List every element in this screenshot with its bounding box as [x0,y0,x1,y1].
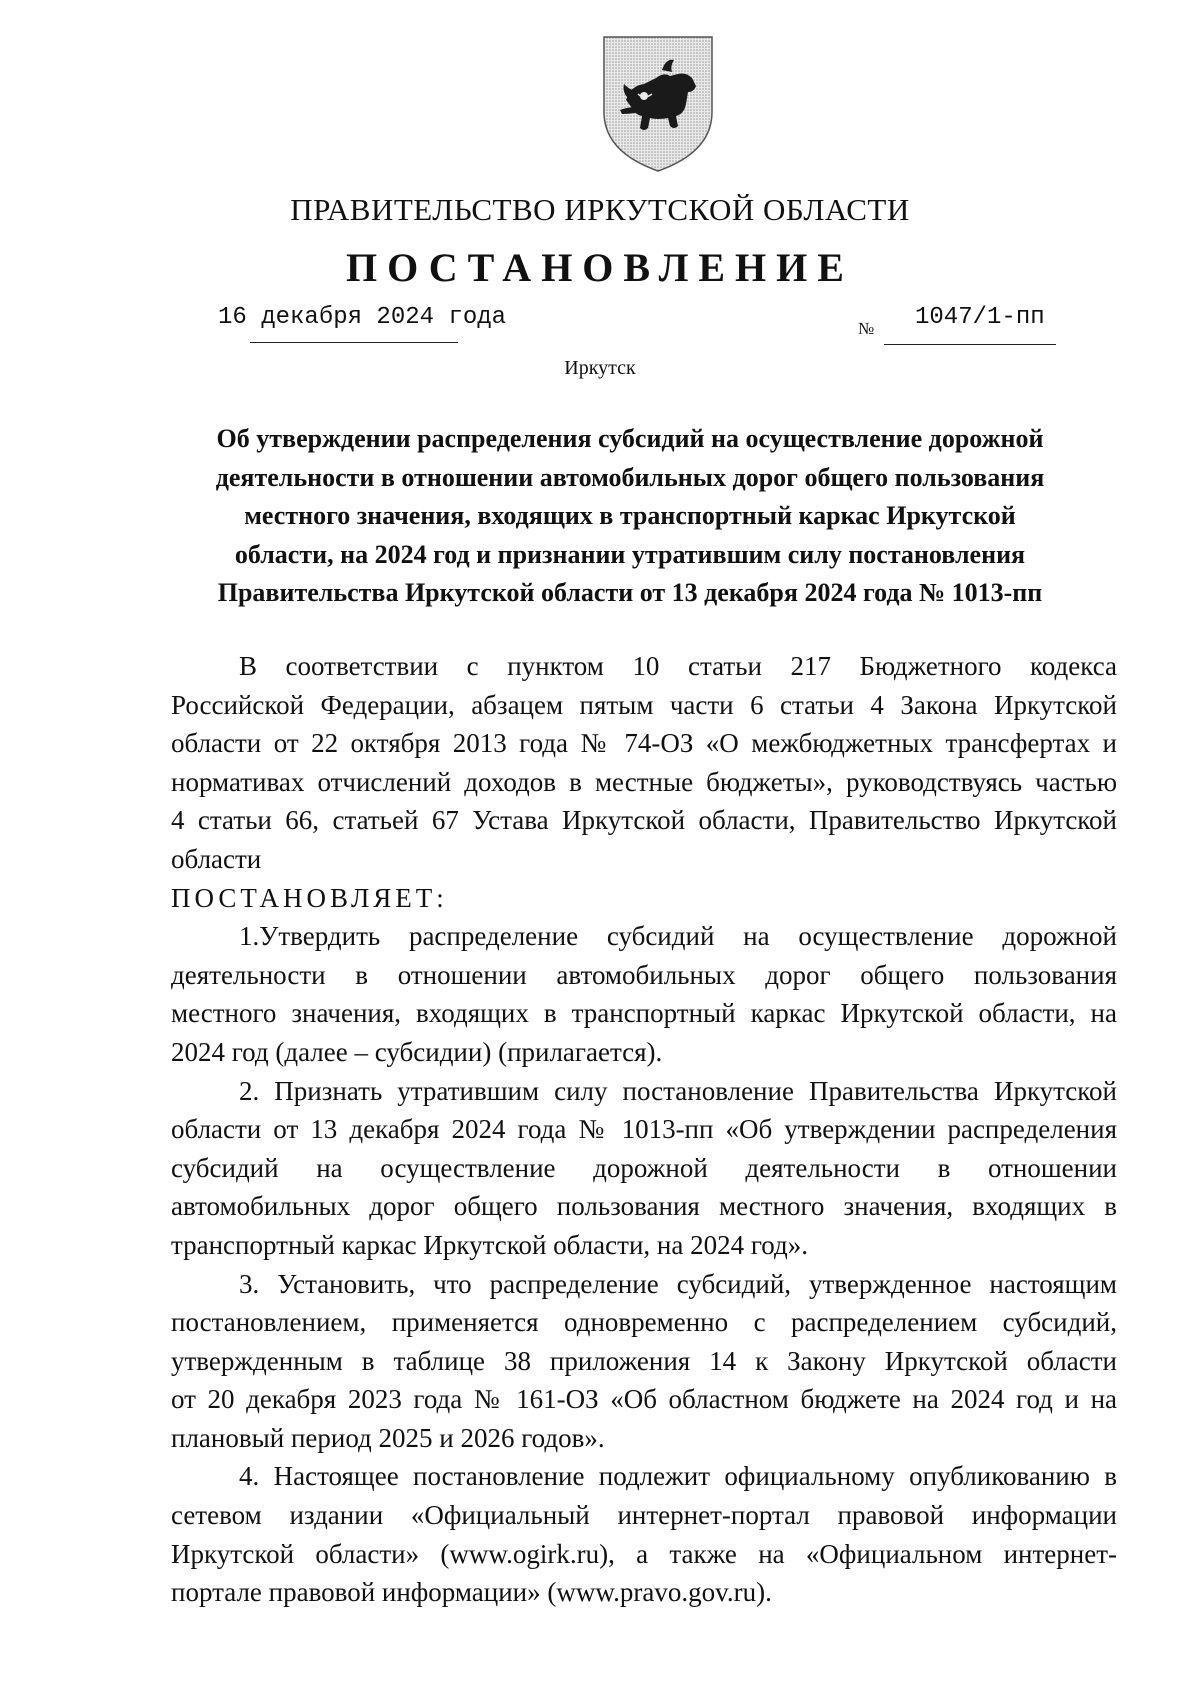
text-line: утвержденным в таблице 38 приложения 14 к Закону Иркутской области [171,1345,1117,1376]
text-line: области от 13 декабря 2024 года № 1013-пп «Об утверждении распределения [171,1114,1117,1145]
item-2 [171,1072,1117,1265]
text-line: В соответствии с пунктом 10 статьи 217 Бюджетного кодекса [239,651,1117,681]
item-1 [171,917,1117,1071]
item-3 [171,1265,1117,1458]
text-line: портале правовой информации» (www.pravo.gov.ru). [171,1577,772,1608]
document-city: Иркутск [564,357,636,379]
text-line: 1.Утвердить распределение субсидий на осуществление дорожной [239,921,1117,952]
preamble [171,647,1117,879]
text-line: деятельности в отношении автомобильных дорог общего пользования [171,959,1117,990]
text-line: нормативах отчислений доходов в местные бюджеты», руководствуясь частью [171,766,1117,797]
text-line: 2. Признать утратившим силу постановление Правительства Иркутской [239,1075,1117,1106]
text-line: от 20 декабря 2023 года № 161-ОЗ «Об областном бюджете на 2024 год и на [171,1384,1117,1415]
text-line: автомобильных дорог общего пользования местного значения, входящих в [171,1191,1117,1222]
title-line: деятельности в отношении автомобильных дорог общего пользования [215,462,1045,492]
text-line: 4. Настоящее постановление подлежит официальному опубликованию в [239,1461,1117,1492]
text-line: 3. Установить, что распределение субсидий, утвержденное настоящим [239,1268,1117,1299]
text-line: 2024 год (далее – субсидии) (прилагается). [171,1036,663,1067]
text-line: плановый период 2025 и 2026 годов». [171,1422,605,1453]
document-title [160,420,1100,613]
title-line: местного значения, входящих в транспортный каркас Иркутской [244,501,1016,530]
text-line: субсидий на осуществление дорожной деятельности в отношении [171,1152,1117,1183]
title-line: области, на 2024 год и признании утратившим силу постановления [234,539,1026,569]
date-underline [250,342,458,343]
text-line: Российской Федерации, абзацем пятым части 6 статьи 4 Закона Иркутской [171,689,1117,720]
title-line: Об утверждении распределения субсидий на осуществление дорожной [216,424,1044,453]
item-4 [171,1457,1117,1611]
title-line: Правительства Иркутской области от 13 декабря 2024 года № 1013-пп [217,578,1043,607]
number-underline [884,344,1056,345]
document-body [171,647,1117,1612]
text-line: местного значения, входящих в транспортный каркас Иркутской области, на [171,998,1117,1029]
number-sign: № [858,319,875,338]
resolves-heading: ПОСТАНОВЛЯЕТ: [171,882,448,913]
text-line: 4 статьи 66, статьей 67 Устава Иркутской области, Правительство Иркутской [171,805,1117,836]
text-line: области от 22 октября 2013 года № 74-ОЗ «О межбюджетных трансфертах и [171,728,1117,759]
text-line: сетевом издании «Официальный интернет-портал правовой информации [171,1500,1117,1531]
text-line: транспортный каркас Иркутской области, на 2024 год». [171,1229,808,1260]
coat-of-arms-icon [600,34,716,174]
document-number: 1047/1-пп [915,304,1045,331]
text-line: области [171,843,262,874]
document-type: ПОСТАНОВЛЕНИЕ [346,245,854,290]
text-line: постановлением, применяется одновременно с распределением субсидий, [171,1307,1117,1338]
document-date: 16 декабря 2024 года [218,304,507,331]
government-name: ПРАВИТЕЛЬСТВО ИРКУТСКОЙ ОБЛАСТИ [290,192,910,227]
text-line: Иркутской области» (www.ogirk.ru), а также на «Официальном интернет- [171,1538,1117,1569]
